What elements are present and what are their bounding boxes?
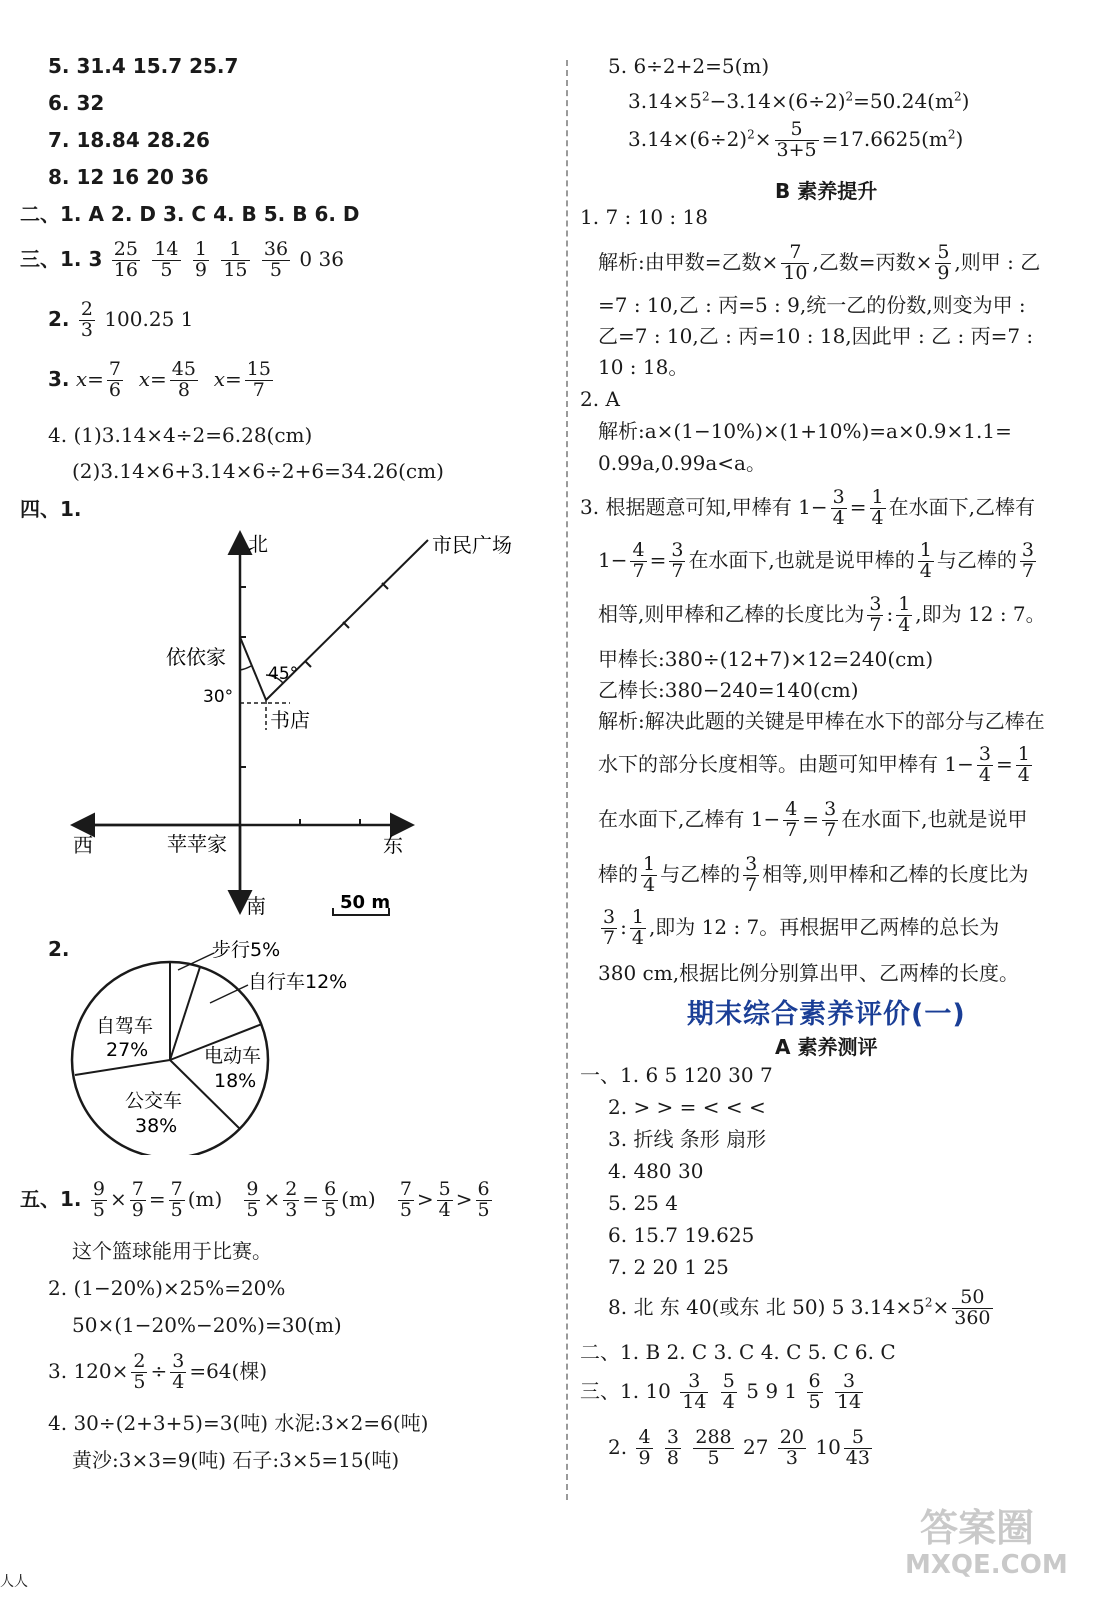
x-eq: x= xyxy=(138,366,167,391)
section-5-q3: 3. 120× $\frac{2}{5}$ ÷ $\frac{3}{4}$ =64(棵) xyxy=(48,1350,268,1393)
tick xyxy=(305,661,311,667)
exam-title: 期末综合素养评价(一) xyxy=(687,999,966,1030)
b-answer-1-exp2: =7 : 10,乙 : 丙=5 : 9,统一乙的份数,则变为甲 : xyxy=(598,293,1026,317)
fraction: $\frac{36}{5}$ xyxy=(263,238,289,281)
fraction: $\frac{6}{5}$ xyxy=(324,1178,337,1221)
section-5-q2b: 50×(1−20%−20%)=30(m) xyxy=(72,1313,342,1337)
fraction: $\frac{3}{7}$ xyxy=(824,798,837,841)
fraction: $\frac{14}{5}$ xyxy=(154,238,179,281)
a-section-3-q2: 2. $\frac{4}{9}$ $\frac{3}{8}$ $\frac{288}{5}$ 27 $\frac{20}{3}$ 10 $\frac{5}{43}$ xyxy=(608,1426,870,1469)
answer-8: 8. 12 16 20 36 xyxy=(48,165,209,189)
answer-7: 7. 18.84 28.26 xyxy=(48,128,210,152)
fraction: $\frac{2}{3}$ xyxy=(285,1178,298,1221)
fraction: $\frac{25}{16}$ xyxy=(113,238,138,281)
section-3-q4b: (2)3.14×6+3.14×6÷2+6=34.26(cm) xyxy=(72,459,444,483)
selfdrive-pct: 27% xyxy=(106,1039,149,1061)
fraction: $\frac{3}{8}$ xyxy=(666,1426,679,1469)
pingping-label: 苹苹家 xyxy=(167,832,227,856)
fraction: $\frac{3}{7}$ xyxy=(603,906,616,949)
b-answer-3-l7: 水下的部分长度相等。由题可知甲棒有 1− $\frac{3}{4}$ = $\frac{1}{4}$ xyxy=(598,743,1030,786)
fraction: $\frac{5}{43}$ xyxy=(845,1426,870,1469)
fraction: $\frac{1}{15}$ xyxy=(223,238,248,281)
section-3-q4a: 4. (1)3.14×4÷2=6.28(cm) xyxy=(48,423,313,447)
fraction: $\frac{3}{14}$ xyxy=(682,1370,707,1413)
fraction: $\frac{2}{5}$ xyxy=(133,1350,146,1393)
b-answer-2-exp1: 解析:a×(1−10%)×(1+10%)=a×0.9×1.1= xyxy=(598,419,1012,443)
b-answer-3-l11: 380 cm,根据比例分别算出甲、乙两棒的长度。 xyxy=(598,961,1020,985)
fraction: $\frac{2}{3}$ xyxy=(80,298,93,341)
selfdrive-label: 自驾车 xyxy=(96,1015,154,1037)
ebike-pct: 18% xyxy=(214,1070,257,1092)
unit: (m) xyxy=(187,1186,223,1211)
tick xyxy=(382,583,388,589)
fraction: $\frac{7}{5}$ xyxy=(399,1178,412,1221)
section-4-q1-label: 四、1. xyxy=(20,497,82,521)
fraction: $\frac{7}{10}$ xyxy=(783,241,808,284)
r-answer-5a: 5. 6÷2+2=5(m) xyxy=(608,54,770,78)
fraction: $\frac{3}{7}$ xyxy=(671,539,684,582)
section-5-q4b: 黄沙:3×3=9(吨) 石子:3×5=15(吨) xyxy=(72,1448,400,1472)
fraction: $\frac{4}{7}$ xyxy=(785,798,798,841)
answer-5: 5. 31.4 15.7 25.7 xyxy=(48,54,239,78)
fraction: $\frac{1}{4}$ xyxy=(631,906,644,949)
b-answer-3-l3: 相等,则甲棒和乙棒的长度比为 $\frac{3}{7}$ : $\frac{1}{4}$ ,即为 12 : 7。 xyxy=(598,593,1046,636)
angle-arc-30 xyxy=(240,666,251,670)
column-divider xyxy=(566,60,568,1500)
fraction: $\frac{3}{7}$ xyxy=(745,853,758,896)
fraction: $\frac{4}{7}$ xyxy=(632,539,645,582)
ebike-label: 电动车 xyxy=(204,1045,262,1067)
section-4-q2-label: 2. xyxy=(48,937,70,961)
bike-label: 自行车12% xyxy=(248,971,348,993)
section-a-title: A 素养测评 xyxy=(775,1035,878,1059)
fraction: $\frac{3}{7}$ xyxy=(1021,539,1034,582)
fraction: $\frac{1}{4}$ xyxy=(871,486,884,529)
angle-30-label: 30° xyxy=(203,687,234,707)
plaza-label: 市民广场 xyxy=(432,533,512,557)
section-5-q1: 五、1. $\frac{9}{5}$ × $\frac{7}{9}$ = $\frac{7}{5}$ (m) $\frac{9}{5}$ × $\frac{2}{3}$ = $\frac{6}{5}$ (m) $\frac{7}{5}$ > $\frac{5}{4}$ > $\frac{6}{5}$ xyxy=(20,1178,490,1221)
corner-mark: 人人 xyxy=(0,1574,28,1590)
fraction: $\frac{1}{4}$ xyxy=(643,853,656,896)
yiyi-label: 依依家 xyxy=(166,645,226,669)
fraction: $\frac{7}{6}$ xyxy=(108,358,122,401)
section-2-answers: 二、1. A 2. D 3. C 4. B 5. B 6. D xyxy=(20,202,360,226)
bookstore-label: 书店 xyxy=(270,708,310,732)
fraction: $\frac{7}{5}$ xyxy=(170,1178,183,1221)
b-answer-1: 1. 7 : 10 : 18 xyxy=(580,205,708,229)
q-label: 五、1. xyxy=(20,1186,82,1211)
b-answer-3-l10: $\frac{3}{7}$ : $\frac{1}{4}$ ,即为 12 : 7。再根据甲乙两棒的总长为 xyxy=(603,906,1000,949)
b-answer-3-l6: 解析:解决此题的关键是甲棒在水下的部分与乙棒在 xyxy=(598,709,1045,733)
b-answer-3-l4: 甲棒长:380÷(12+7)×12=240(cm) xyxy=(598,647,934,671)
fraction: $\frac{9}{5}$ xyxy=(92,1178,105,1221)
a-answer-1: 一、1. 6 5 120 30 7 xyxy=(580,1063,773,1087)
fraction: $\frac{15}{7}$ xyxy=(246,358,271,401)
b-answer-3-l5: 乙棒长:380−240=140(cm) xyxy=(598,678,859,702)
fraction: $\frac{3}{14}$ xyxy=(836,1370,862,1413)
b-answer-3-l2: 1− $\frac{4}{7}$ = $\frac{3}{7}$ 在水面下,也就是说甲棒的 $\frac{1}{4}$ 与乙棒的 $\frac{3}{7}$ xyxy=(598,539,1034,582)
a-answer-5: 5. 25 4 xyxy=(608,1191,678,1215)
fraction: $\frac{6}{5}$ xyxy=(808,1370,821,1413)
q-label: 三、1. 3 xyxy=(20,246,103,271)
a-section-3-q1: 三、1. 10 $\frac{3}{14}$ $\frac{5}{4}$ 5 9 1 $\frac{6}{5}$ $\frac{3}{14}$ xyxy=(580,1370,862,1413)
section-5-q4a: 4. 30÷(2+3+5)=3(吨) 水泥:3×2=6(吨) xyxy=(48,1411,429,1435)
fraction: $\frac{45}{8}$ xyxy=(171,358,196,401)
b-answer-2: 2. A xyxy=(580,387,620,411)
fraction: $\frac{7}{9}$ xyxy=(131,1178,144,1221)
bus-label: 公交车 xyxy=(125,1090,183,1112)
b-answer-3-l1: 3. 根据题意可知,甲棒有 1− $\frac{3}{4}$ = $\frac{1}{4}$ 在水面下,乙棒有 xyxy=(580,486,1035,529)
b-answer-3-l9: 棒的 $\frac{1}{4}$ 与乙棒的 $\frac{3}{7}$ 相等,则甲棒和乙棒的长度比为 xyxy=(598,853,1029,896)
walk-label: 步行5% xyxy=(212,939,281,961)
south-label: 南 xyxy=(246,894,266,918)
fraction: $\frac{288}{5}$ xyxy=(695,1426,732,1469)
east-label: 东 xyxy=(383,833,403,857)
fraction: $\frac{1}{9}$ xyxy=(194,238,207,281)
a-answer-6: 6. 15.7 19.625 xyxy=(608,1223,755,1247)
fraction: $\frac{1}{4}$ xyxy=(898,593,911,636)
section-b-title: B 素养提升 xyxy=(775,179,878,203)
fraction: $\frac{6}{5}$ xyxy=(477,1178,490,1221)
fraction: $\frac{1}{4}$ xyxy=(1017,743,1030,786)
direction-map xyxy=(0,525,560,925)
x-eq: x= xyxy=(213,366,242,391)
section-3-q1 xyxy=(20,240,344,281)
a-answer-2: 2. > > = < < < xyxy=(608,1095,766,1119)
b-answer-3-l8: 在水面下,乙棒有 1− $\frac{4}{7}$ = $\frac{3}{7}$ 在水面下,也就是说甲 xyxy=(598,798,1028,841)
unit: (m) xyxy=(341,1186,376,1211)
q-label: 2. xyxy=(48,306,70,331)
section-5-q2a: 2. (1−20%)×25%=20% xyxy=(48,1276,286,1300)
a-section-2: 二、1. B 2. C 3. C 4. C 5. C 6. C xyxy=(580,1340,896,1364)
fraction: $\frac{3}{4}$ xyxy=(832,486,845,529)
angle-45-label: 45° xyxy=(268,664,299,684)
scale-label: 50 m xyxy=(340,892,391,913)
fraction: $\frac{3}{7}$ xyxy=(869,593,882,636)
x-eq: x= xyxy=(75,366,104,391)
fraction: $\frac{3}{4}$ xyxy=(978,743,991,786)
west-label: 西 xyxy=(73,833,93,857)
a-answer-3: 3. 折线 条形 扇形 xyxy=(608,1127,767,1151)
q-label: 3. xyxy=(48,366,70,391)
pie-chart xyxy=(0,935,560,1155)
r-answer-5b: $3.14\times 5^2-3.14\times(6\div 2)^2=50.24(m^2)$ xyxy=(628,89,970,113)
section-3-q2 xyxy=(48,300,193,341)
answer-6: 6. 32 xyxy=(48,91,105,115)
fraction: $\frac{50}{360}$ xyxy=(954,1286,991,1329)
b-answer-1-exp1: 解析:由甲数=乙数× $\frac{7}{10}$ ,乙数=丙数× $\frac{5}{9}$ ,则甲 : 乙 xyxy=(598,241,1041,284)
b-answer-2-exp2: 0.99a,0.99a<a。 xyxy=(598,451,766,475)
tick xyxy=(343,622,349,628)
tail-values: 100.25 1 xyxy=(104,306,194,331)
fraction: $\frac{5}{9}$ xyxy=(937,241,950,284)
watermark-url: MXQE.COM xyxy=(905,1550,1068,1580)
section-3-q3 xyxy=(48,360,276,401)
fraction: $\frac{3}{4}$ xyxy=(172,1350,185,1393)
fraction: $\frac{5}{4}$ xyxy=(438,1178,451,1221)
fraction: $\frac{1}{4}$ xyxy=(919,539,932,582)
fraction: $\frac{20}{3}$ xyxy=(779,1426,804,1469)
r-answer-5c: $3.14\times(6\div 2)^2\times$ $\frac{5}{3+5}$ $=17.6625(m^2)$ xyxy=(628,118,964,161)
b-answer-1-exp3: 乙=7 : 10,乙 : 丙=10 : 18,因此甲 : 乙 : 丙=7 : xyxy=(598,324,1034,348)
fraction: $\frac{9}{5}$ xyxy=(246,1178,259,1221)
a-answer-8: 8. 北 东 40(或东 北 50) 5 $3.14\times 5^2\times$ $\frac{50}{360}$ xyxy=(608,1286,991,1329)
fraction: $\frac{5}{4}$ xyxy=(722,1370,735,1413)
fraction: $\frac{4}{9}$ xyxy=(638,1426,651,1469)
bus-pct: 38% xyxy=(135,1115,178,1137)
b-answer-1-exp4: 10 : 18。 xyxy=(598,355,689,379)
a-answer-4: 4. 480 30 xyxy=(608,1159,704,1183)
watermark-logo: 答案圈 xyxy=(920,1506,1035,1550)
fraction: $\frac{5}{3+5}$ xyxy=(776,118,817,161)
section-5-q1-conclusion: 这个篮球能用于比赛。 xyxy=(72,1239,272,1263)
a-answer-7: 7. 2 20 1 25 xyxy=(608,1255,729,1279)
north-label: 北 xyxy=(248,532,268,556)
tail-values: 0 36 xyxy=(299,246,344,271)
